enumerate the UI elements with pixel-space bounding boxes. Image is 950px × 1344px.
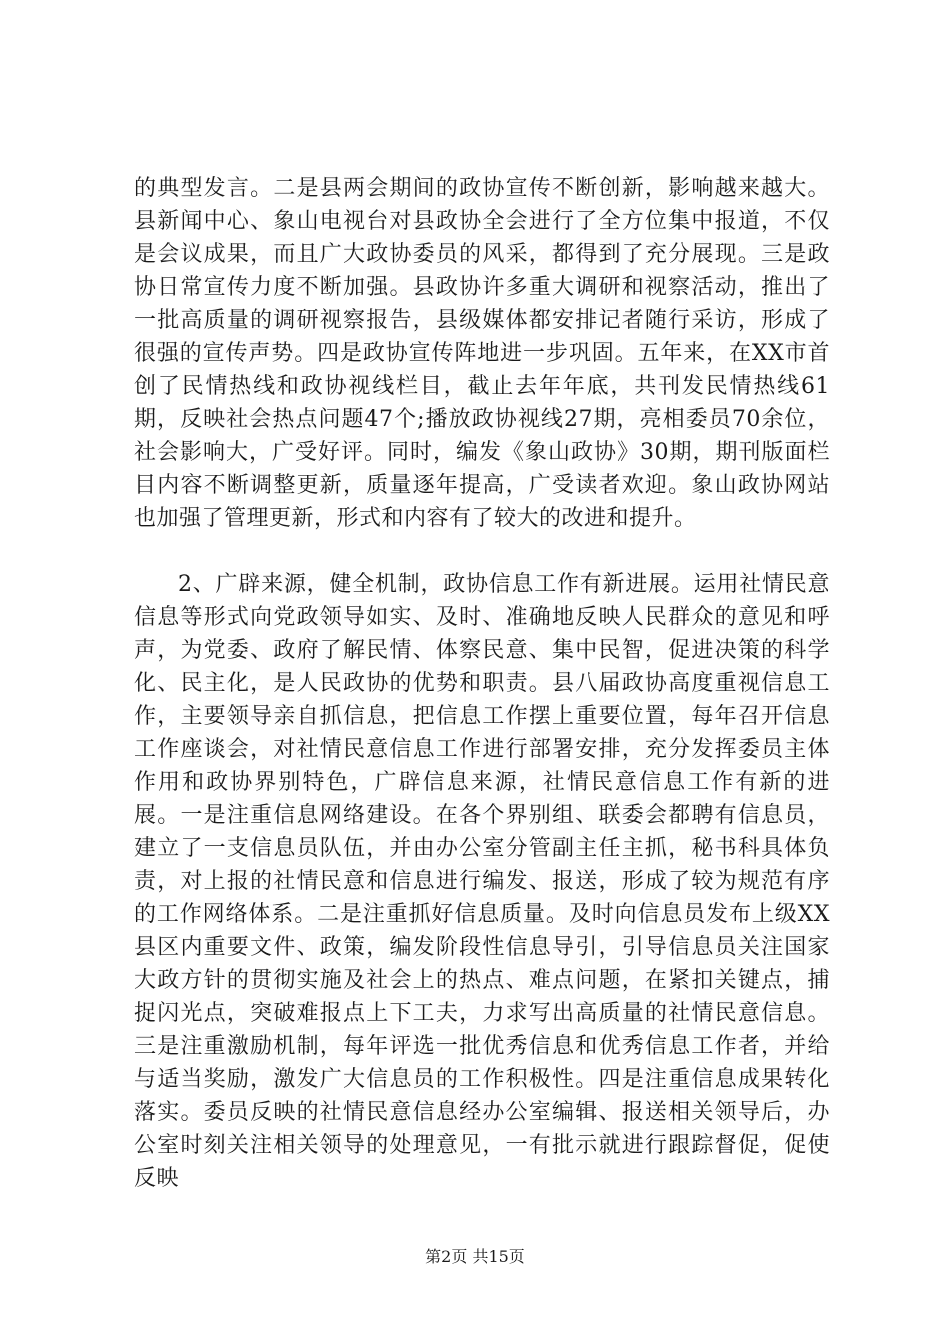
paragraph-continuation: 的典型发言。二是县两会期间的政协宣传不断创新，影响越来越大。县新闻中心、象山电视台对县政协全会进行了全方位集中报道，不仅是会议成果，而且广大政协委员的风采，都得到了充分展现。三是政协日常宣传力度不断加强。县政协许多重大调研和视察活动，推出了一批高质量的调研视察报告，县级媒体都安排记者随行采访，形成了很强的宣传声势。四是政协宣传阵地进一步巩固。五年来，在XX市首创了民情热线和政协视线栏目，截止去年年底，共刊发民情热线61期，反映社会热点问题47个;播放政协视线27期，亮相委员70余位，社会影响大，广受好评。同时，编发《象山政协》30期，期刊版面栏目内容不断调整更新，质量逐年提高，广受读者欢迎。象山政协网站也加强了管理更新，形式和内容有了较大的改进和提升。	[134, 176, 830, 531]
document-body	[134, 172, 830, 1195]
paragraph-information-work: 2、广辟来源，健全机制，政协信息工作有新进展。运用社情民意信息等形式向党政领导如实、及时、准确地反映人民群众的意见和呼声，为党委、政府了解民情、体察民意、集中民智，促进决策的科学化、民主化，是人民政协的优势和职责。县八届政协高度重视信息工作，主要领导亲自抓信息，把信息工作摆上重要位置，每年召开信息工作座谈会，对社情民意信息工作进行部署安排，充分发挥委员主体作用和政协界别特色，广辟信息来源，社情民意信息工作有新的进展。一是注重信息网络建设。在各个界别组、联委会都聘有信息员，建立了一支信息员队伍，并由办公室分管副主任主抓，秘书科具体负责，对上报的社情民意和信息进行编发、报送，形成了较为规范有序的工作网络体系。二是注重抓好信息质量。及时向信息员发布上级XX县区内重要文件、政策，编发阶段性信息导引，引导信息员关注国家大政方针的贯彻实施及社会上的热点、难点问题，在紧扣关键点，捕捉闪光点，突破难报点上下工夫，力求写出高质量的社情民意信息。三是注重激励机制，每年评选一批优秀信息和优秀信息工作者，并给与适当奖励，激发广大信息员的工作积极性。四是注重信息成果转化落实。委员反映的社情民意信息经办公室编辑、报送相关领导后，办公室时刻关注相关领导的处理意见，一有批示就进行跟踪督促，促使反映	[134, 572, 830, 1191]
page-number-footer: 第2页 共15页	[425, 1247, 525, 1266]
